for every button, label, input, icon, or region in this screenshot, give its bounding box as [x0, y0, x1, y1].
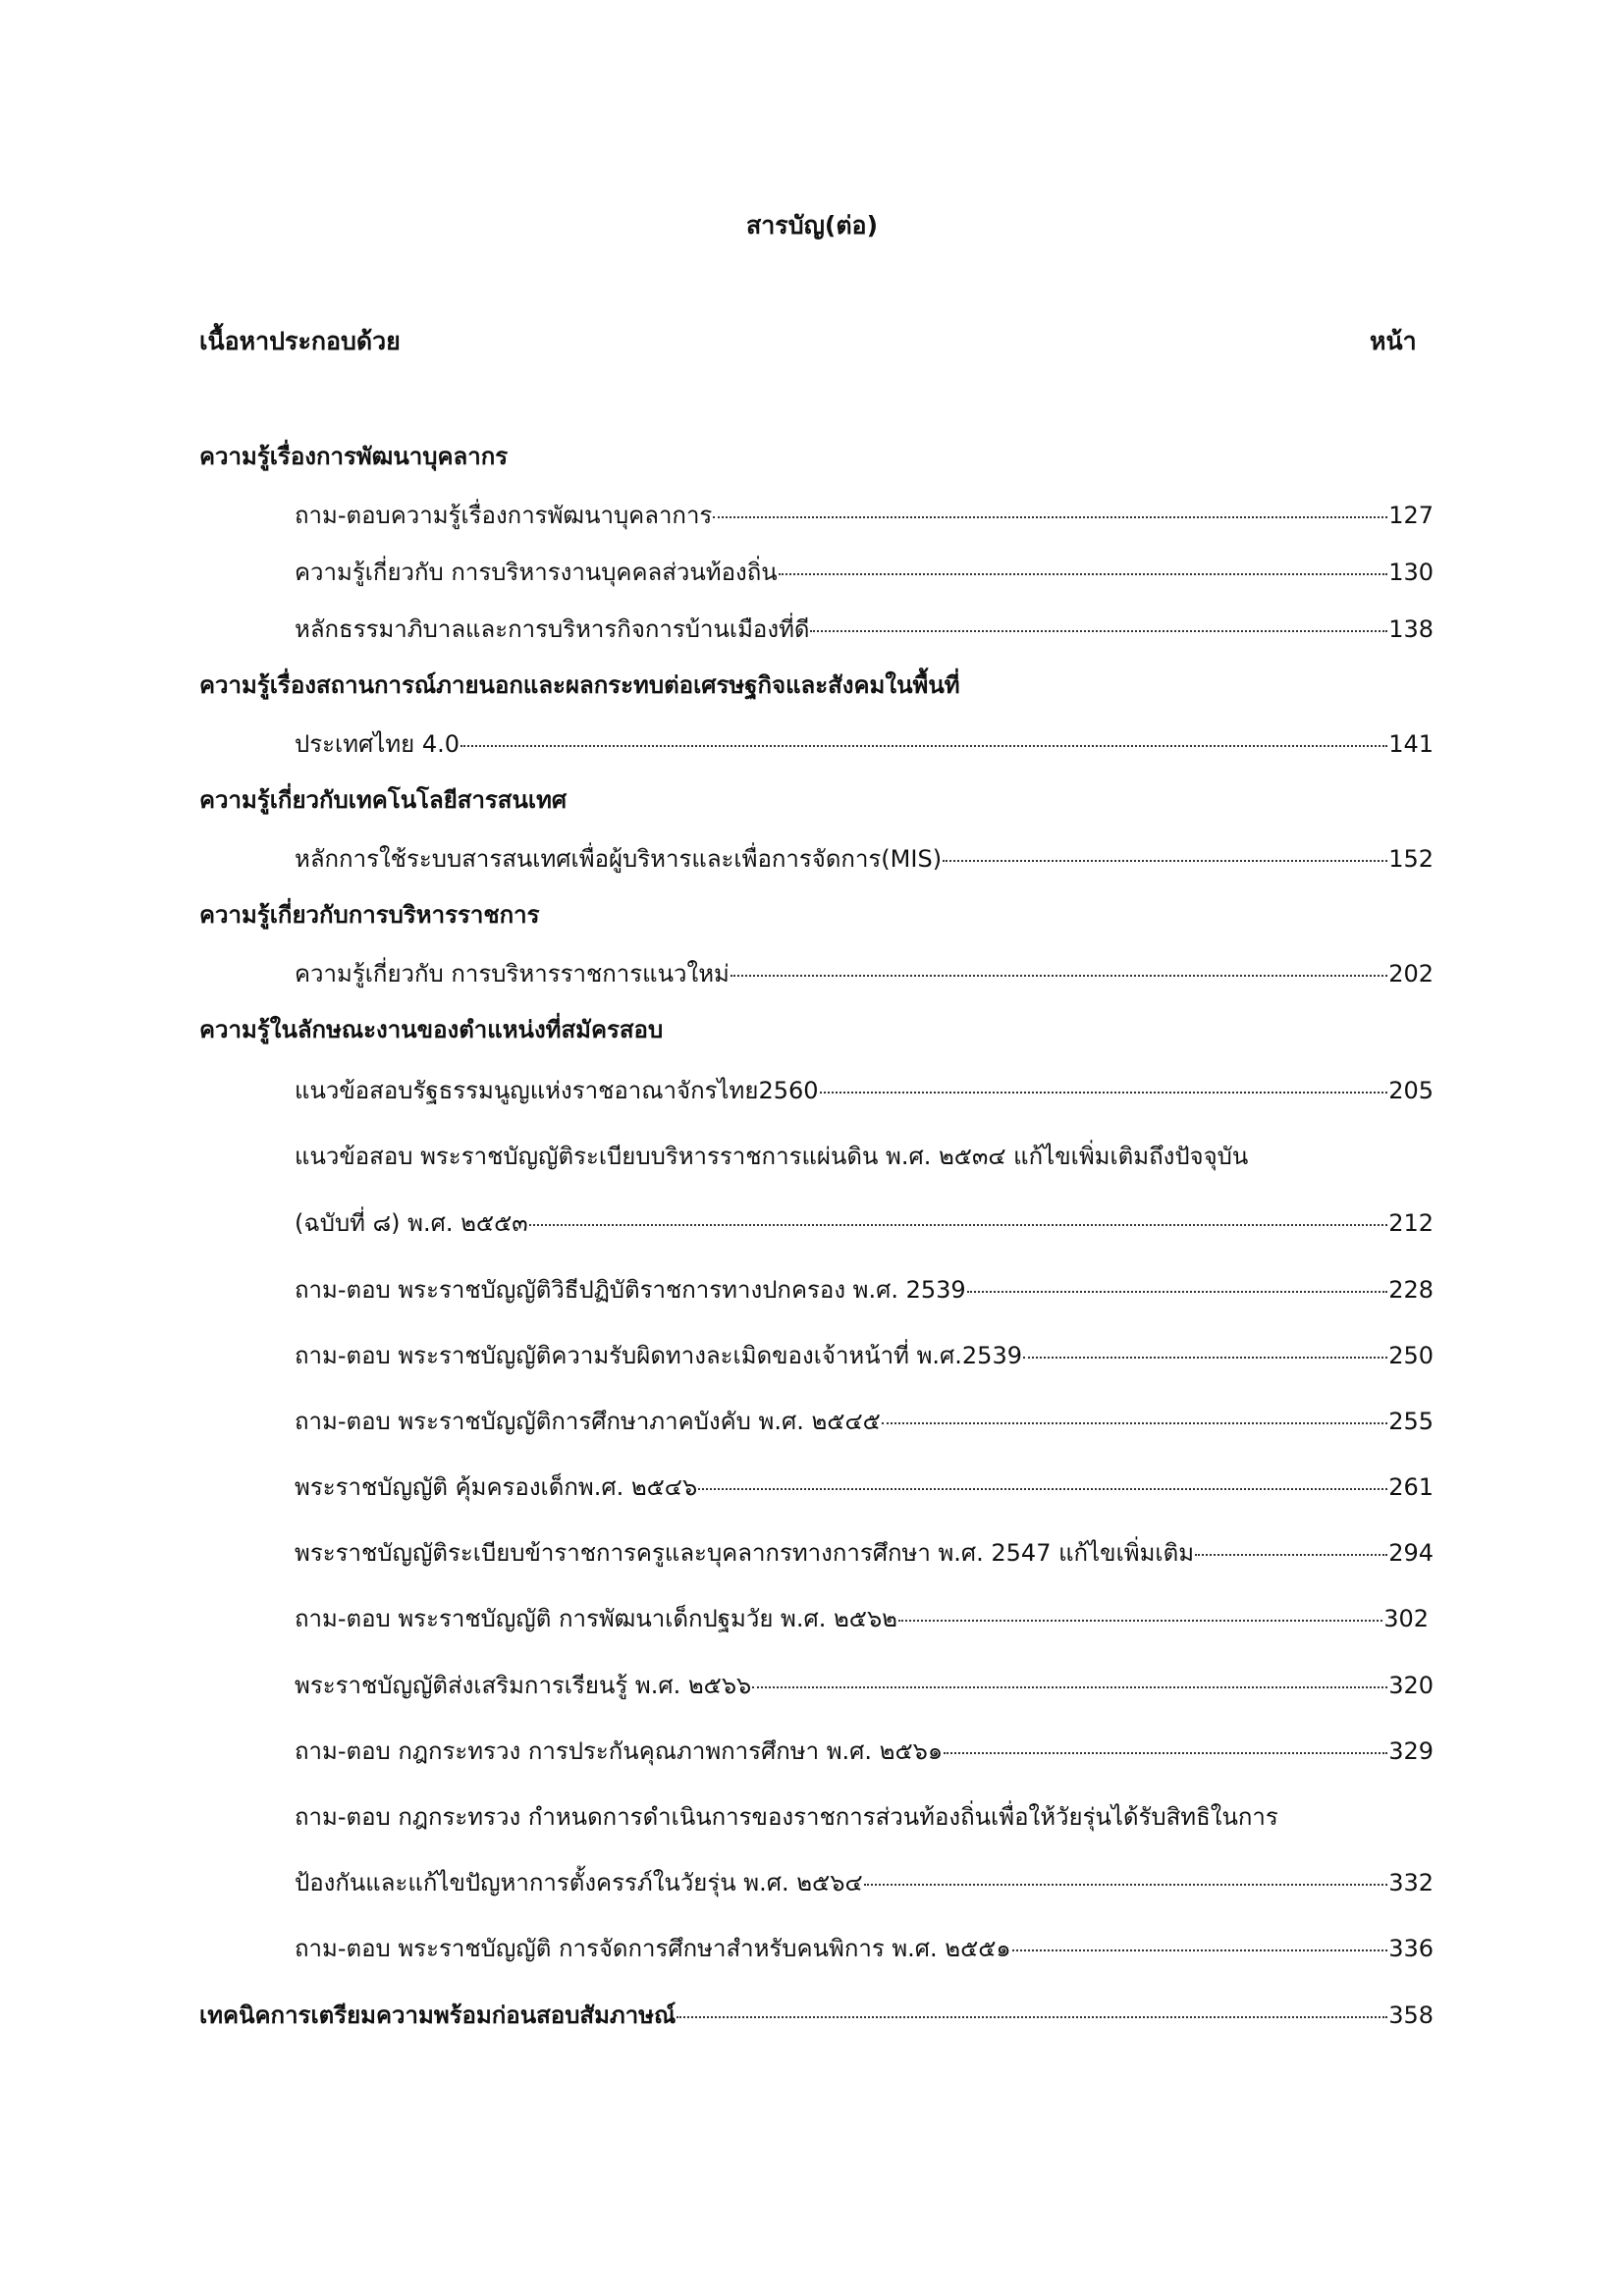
- dot-leader: [752, 1686, 1387, 1688]
- toc-entry[interactable]: [295, 724, 1434, 764]
- toc-entry[interactable]: [295, 954, 1434, 993]
- toc-entry-page: 127: [1388, 502, 1434, 529]
- toc-entry[interactable]: [295, 1270, 1434, 1309]
- dot-leader: [779, 573, 1388, 575]
- toc-entry-title: หลักธรรมาภิบาลและการบริหารกิจการบ้านเมืองที่ดี: [295, 615, 810, 643]
- toc-entry-page: 302: [1383, 1605, 1429, 1632]
- toc-entry[interactable]: [295, 1402, 1434, 1441]
- toc-entry-page: 358: [1388, 2002, 1434, 2029]
- toc-entry-page: 141: [1388, 730, 1434, 758]
- toc-entry-title: ป้องกันและแก้ไขปัญหาการตั้งครรภ์ในวัยรุ่น พ.ศ. ๒๕๖๔: [295, 1869, 863, 1896]
- dot-leader: [1012, 1949, 1388, 1951]
- dot-leader: [529, 1224, 1388, 1226]
- dot-leader: [898, 1620, 1382, 1622]
- toc-entry-page: 130: [1388, 559, 1434, 586]
- dot-leader: [460, 745, 1387, 747]
- dot-leader: [713, 516, 1387, 518]
- dot-leader: [810, 630, 1387, 632]
- toc-entry-page: 138: [1388, 615, 1434, 643]
- toc-entry-title: ถาม-ตอบ พระราชบัญญัติ การพัฒนาเด็กปฐมวัย พ.ศ. ๒๕๖๒: [295, 1605, 898, 1632]
- toc-entry-title: ถาม-ตอบ กฎกระทรวง กำหนดการดำเนินการของราชการส่วนท้องถิ่นเพื่อให้วัยรุ่นได้รับสิทธิในการ: [295, 1803, 1278, 1831]
- toc-entry-page: 261: [1388, 1473, 1434, 1501]
- toc-entry-title: ถาม-ตอบ กฎกระทรวง การประกันคุณภาพการศึกษา พ.ศ. ๒๕๖๑: [295, 1737, 944, 1765]
- toc-entry[interactable]: [295, 1732, 1434, 1771]
- toc-entry-page: 212: [1388, 1209, 1434, 1237]
- toc-entry-title: หลักการใช้ระบบสารสนเทศเพื่อผู้บริหารและเพื่อการจัดการ(MIS): [295, 845, 943, 873]
- dot-leader: [698, 1488, 1387, 1490]
- toc-entry[interactable]: [295, 1336, 1434, 1375]
- toc-entry[interactable]: [295, 553, 1434, 592]
- toc-entry-title: พระราชบัญญัติ คุ้มครองเด็กพ.ศ. ๒๕๔๖: [295, 1473, 698, 1501]
- toc-entry-title: แนวข้อสอบรัฐธรรมนูญแห่งราชอาณาจักรไทย2560: [295, 1077, 819, 1104]
- dot-leader: [820, 1092, 1388, 1094]
- toc-entry-title: ประเทศไทย 4.0: [295, 730, 460, 758]
- dot-leader: [943, 860, 1387, 862]
- toc-entry-page: 320: [1388, 1672, 1434, 1699]
- toc-entry-title: (ฉบับที่ ๘) พ.ศ. ๒๕๕๓: [295, 1209, 528, 1237]
- contents-column-header: เนื้อหาประกอบด้วย: [199, 327, 401, 355]
- toc-section-entry[interactable]: [199, 1996, 1434, 2035]
- dot-leader: [731, 975, 1387, 977]
- toc-entry-page: 332: [1388, 1869, 1434, 1896]
- toc-entry-page: 228: [1388, 1276, 1434, 1304]
- dot-leader: [882, 1422, 1387, 1424]
- dot-leader: [967, 1291, 1388, 1293]
- toc-entry-first-line[interactable]: [295, 1137, 1434, 1176]
- page-title: สารบัญ(ต่อ): [746, 211, 878, 240]
- toc-entry[interactable]: [295, 1863, 1434, 1902]
- toc-entry[interactable]: [295, 1929, 1434, 1968]
- toc-entry-page: 329: [1388, 1737, 1434, 1765]
- toc-entry[interactable]: [295, 1666, 1434, 1705]
- toc-entry-first-line[interactable]: [295, 1797, 1434, 1837]
- toc-entry-page: 255: [1388, 1408, 1434, 1435]
- toc-entry[interactable]: [295, 1071, 1434, 1110]
- toc-entry-title: ถาม-ตอบความรู้เรื่องการพัฒนาบุคลาการ: [295, 502, 713, 529]
- toc-entry[interactable]: [295, 1203, 1434, 1243]
- toc-entry-title: ถาม-ตอบ พระราชบัญญัติความรับผิดทางละเมิดของเจ้าหน้าที่ พ.ศ.2539: [295, 1342, 1022, 1369]
- toc-entry-page: 202: [1388, 960, 1434, 988]
- toc-entry[interactable]: [295, 1468, 1434, 1507]
- toc-entry-page: 336: [1388, 1935, 1434, 1962]
- toc-entry[interactable]: [295, 839, 1434, 879]
- dot-leader: [677, 2016, 1387, 2018]
- toc-section-heading: ความรู้เรื่องสถานการณ์ภายนอกและผลกระทบต่อเศรษฐกิจและสังคมในพื้นที่: [199, 671, 960, 699]
- toc-entry[interactable]: [295, 1533, 1434, 1573]
- toc-entry-page: 294: [1388, 1539, 1434, 1567]
- toc-entry-title: ถาม-ตอบ พระราชบัญญัติวิธีปฏิบัติราชการทางปกครอง พ.ศ. 2539: [295, 1276, 966, 1304]
- toc-section-heading: ความรู้เกี่ยวกับการบริหารราชการ: [199, 901, 540, 929]
- toc-entry[interactable]: [295, 496, 1434, 535]
- toc-entry-title: ความรู้เกี่ยวกับ การบริหารงานบุคคลส่วนท้องถิ่น: [295, 559, 778, 586]
- toc-entry-title: พระราชบัญญัติระเบียบข้าราชการครูและบุคลากรทางการศึกษา พ.ศ. 2547 แก้ไขเพิ่มเติม: [295, 1539, 1195, 1567]
- dot-leader: [1023, 1357, 1387, 1359]
- dot-leader: [1195, 1554, 1387, 1556]
- toc-entry[interactable]: [295, 610, 1434, 649]
- toc-entry-title: ถาม-ตอบ พระราชบัญญัติการศึกษาภาคบังคับ พ.ศ. ๒๕๔๕: [295, 1408, 881, 1435]
- dot-leader: [864, 1884, 1388, 1886]
- page-column-header: หน้า: [1370, 327, 1417, 355]
- dot-leader: [944, 1752, 1387, 1754]
- toc-entry-page: 250: [1388, 1342, 1434, 1369]
- toc-section-heading: ความรู้ในลักษณะงานของตำแหน่งที่สมัครสอบ: [199, 1016, 664, 1043]
- toc-entry-title: เทคนิคการเตรียมความพร้อมก่อนสอบสัมภาษณ์: [199, 2002, 677, 2029]
- toc-entry-title: แนวข้อสอบ พระราชบัญญัติระเบียบบริหารราชการแผ่นดิน พ.ศ. ๒๕๓๔ แก้ไขเพิ่มเติมถึงปัจจุบัน: [295, 1143, 1249, 1170]
- toc-entry-title: ความรู้เกี่ยวกับ การบริหารราชการแนวใหม่: [295, 960, 730, 988]
- toc-entry[interactable]: [295, 1599, 1429, 1638]
- toc-section-heading: ความรู้เรื่องการพัฒนาบุคลากร: [199, 443, 509, 470]
- toc-entry-page: 205: [1388, 1077, 1434, 1104]
- toc-entry-page: 152: [1388, 845, 1434, 873]
- toc-entry-title: พระราชบัญญัติส่งเสริมการเรียนรู้ พ.ศ. ๒๕๖๖: [295, 1672, 752, 1699]
- toc-section-heading: ความรู้เกี่ยวกับเทคโนโลยีสารสนเทศ: [199, 786, 568, 814]
- toc-entry-title: ถาม-ตอบ พระราชบัญญัติ การจัดการศึกษาสำหรับคนพิการ พ.ศ. ๒๕๕๑: [295, 1935, 1011, 1962]
